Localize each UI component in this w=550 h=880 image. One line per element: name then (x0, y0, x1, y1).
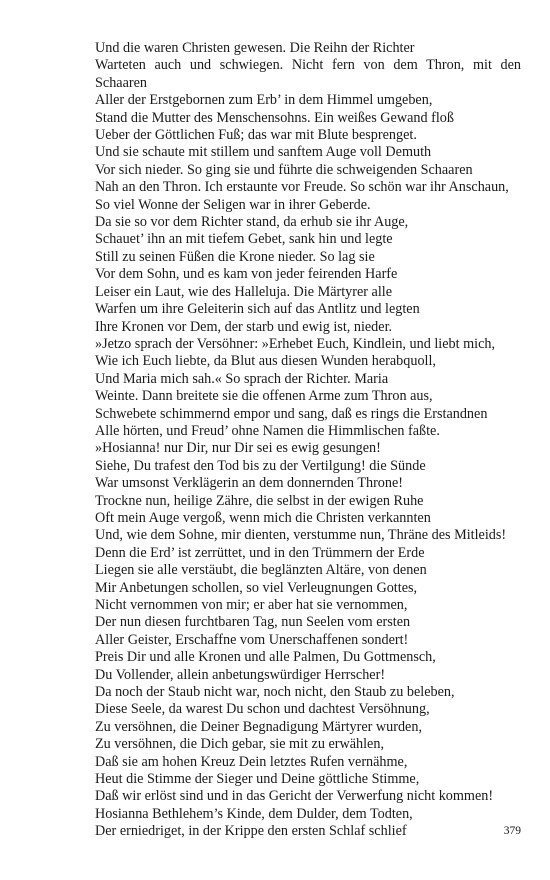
text-line: Und sie schaute mit stillem und sanftem Auge voll Demuth (95, 144, 432, 161)
text-line: Und die waren Christen gewesen. Die Reihn der Richter (95, 40, 415, 56)
text-line: Warfen um ihre Geleiterin sich auf das Antlitz und legten (95, 301, 420, 318)
text-line: Und, wie dem Sohne, mir dienten, verstumme nun, Thräne des Mitleids! (95, 527, 507, 544)
text-line: Stand die Mutter des Menschensohns. Ein weißes Gewand floß (95, 109, 454, 126)
text-line: Der erniedriget, in der Krippe den ersten Schlaf schlief (95, 823, 407, 840)
text-line: Und Maria mich sah.« So sprach der Richter. Maria (95, 370, 389, 387)
text-line: Da sie so vor dem Richter stand, da erhub sie ihr Auge, (95, 214, 409, 231)
text-line: Trockne nun, heilige Zähre, die selbst in der ewigen Ruhe (95, 492, 424, 509)
page-number: 379 (503, 825, 521, 837)
text-line: Daß wir erlöst sind und in das Gericht der Verwerfung nicht kommen! (95, 788, 494, 805)
text-line: Schwebete schimmernd empor und sang, daß es rings die Erstandnen (95, 405, 488, 422)
text-line: Leiser ein Laut, wie des Halleluja. Die Märtyrer alle (95, 283, 393, 300)
text-line: Heut die Stimme der Sieger und Deine göttliche Stimme, (95, 771, 420, 788)
text-line: Vor dem Sohn, und es kam von jeder feirenden Harfe (95, 266, 398, 283)
text-line: Du Vollender, allein anbetungswürdiger Herrscher! (95, 666, 386, 683)
text-line: Oft mein Auge vergoß, wenn mich die Christen verkannten (95, 509, 431, 526)
text-line: Der nun diesen furchtbaren Tag, nun Seelen vom ersten (95, 614, 411, 631)
text-line: Nah an den Thron. Ich erstaunte vor Freude. So schön war ihr Anschaun, (95, 179, 509, 196)
text-line: Aller der Erstgebornen zum Erb’ in dem Himmel umgeben, (95, 92, 433, 109)
text-line: Weinte. Dann breitete sie die offenen Arme zum Thron aus, (95, 388, 433, 405)
text-line: Da noch der Staub nicht war, noch nicht, den Staub zu beleben, (95, 684, 455, 701)
text-line: Siehe, Du trafest den Tod bis zu der Vertilgung! die Sünde (95, 457, 426, 474)
text-line: Denn die Erd’ ist zerrüttet, und in den Trümmern der Erde (95, 544, 425, 561)
poem-text-block (95, 40, 521, 841)
text-line: Ihre Kronen vor Dem, der starb und ewig ist, nieder. (95, 318, 393, 335)
text-line: Schaaren (95, 74, 147, 91)
text-line: Hosianna Bethlehem’s Kinde, dem Dulder, dem Todten, (95, 805, 413, 822)
text-line: Zu versöhnen, die Deiner Begnadigung Märtyrer wurden, (95, 718, 422, 735)
text-line: Zu versöhnen, die Dich gebar, sie mit zu erwählen, (95, 736, 384, 753)
text-line: Schauet’ ihn an mit tiefem Gebet, sank hin und legte (95, 231, 393, 248)
text-line: Aller Geister, Erschaffne vom Unerschaffenen sondert! (95, 631, 409, 648)
text-line: War umsonst Verklägerin an dem donnernden Throne! (95, 475, 404, 492)
text-line: Alle hörten, und Freud’ ohne Namen die Himmlischen faßte. (95, 422, 440, 439)
text-line: Preis Dir und alle Kronen und alle Palmen, Du Gottmensch, (95, 649, 436, 666)
text-line: So viel Wonne der Seligen war in ihrer Geberde. (95, 196, 371, 213)
text-line: Wie ich Euch liebte, da Blut aus diesen Wunden herabquoll, (95, 353, 436, 370)
text-line: Daß sie am hohen Kreuz Dein letztes Rufen vernähme, (95, 753, 408, 770)
text-line: Diese Seele, da warest Du schon und dachtest Versöhnung, (95, 701, 430, 718)
text-line: Ueber der Göttlichen Fuß; das war mit Blute besprenget. (95, 127, 417, 144)
text-line: Liegen sie alle verstäubt, die beglänzten Altäre, von denen (95, 562, 427, 579)
text-line: »Hosianna! nur Dir, nur Dir sei es ewig gesungen! (95, 440, 381, 457)
text-line: Vor sich nieder. So ging sie und führte die schweigenden Schaaren (95, 161, 473, 178)
text-line: Still zu seinen Füßen die Krone nieder. So lag sie (95, 248, 375, 265)
text-line: Warteten auch und schwiegen. Nicht fern von dem Thron, mit den (95, 57, 521, 74)
text-line: Nicht vernommen von mir; er aber hat sie vernommen, (95, 597, 408, 613)
text-line: »Jetzo sprach der Versöhner: »Erhebet Euch, Kindlein, und liebt mich, (95, 335, 496, 352)
text-line: Mir Anbetungen schollen, so viel Verleugnungen Gottes, (95, 579, 418, 596)
